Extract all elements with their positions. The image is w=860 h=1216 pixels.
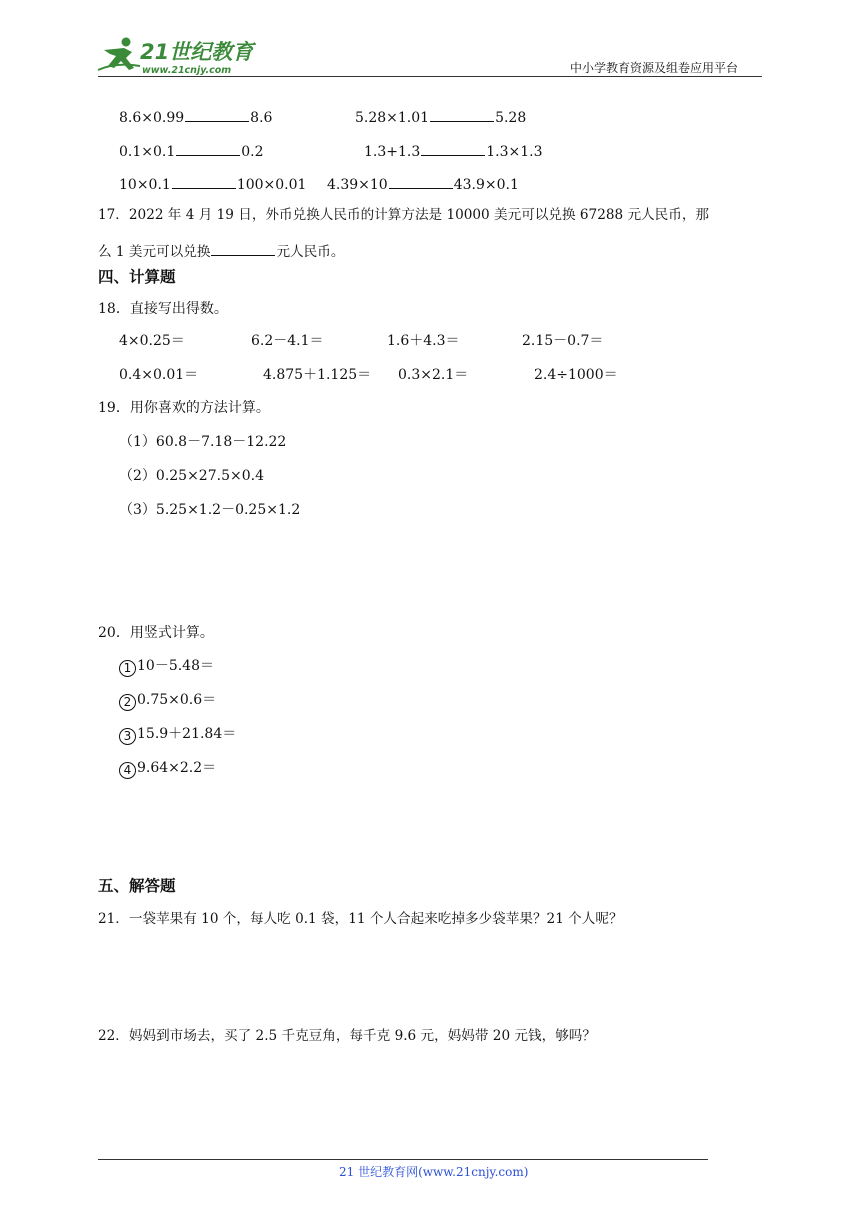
header-logo bbox=[96, 36, 266, 76]
q17-line-1: 17．2022 年 4 月 19 日，外币兑换人民币的计算方法是 10000 美元可以兑换 67288 元人民币，那 bbox=[98, 207, 710, 223]
answer-blank[interactable] bbox=[176, 143, 240, 156]
logo-main-text: 21世纪教育 bbox=[140, 40, 254, 64]
q20-item: 2 0.75×0.6＝ bbox=[119, 693, 216, 711]
runner-logo-icon bbox=[96, 36, 142, 76]
circled-number: 4 bbox=[119, 762, 136, 779]
answer-blank[interactable] bbox=[185, 109, 249, 122]
q17-line-2: 么 1 美元可以兑换 元人民币。 bbox=[98, 244, 345, 260]
q20-item: 3 15.9＋21.84＝ bbox=[119, 727, 236, 745]
q18-item: 0.3×2.1＝ bbox=[398, 367, 469, 383]
q18-item: 2.15－0.7＝ bbox=[522, 333, 604, 349]
q19-item: （1）60.8－7.18－12.22 bbox=[119, 434, 287, 450]
q18-item: 2.4÷1000＝ bbox=[534, 367, 618, 383]
answer-blank[interactable] bbox=[172, 176, 236, 189]
compare-row-1-left: 8.6×0.99 8.6 bbox=[119, 110, 273, 126]
circled-number: 3 bbox=[119, 728, 136, 745]
q18-item: 0.4×0.01＝ bbox=[119, 367, 199, 383]
q18-title: 18．直接写出得数。 bbox=[98, 301, 228, 317]
q20-item: 1 10－5.48＝ bbox=[119, 659, 214, 677]
compare-row-3-left: 10×0.1 100×0.01 bbox=[119, 177, 307, 193]
compare-row-1-right: 5.28×1.01 5.28 bbox=[355, 110, 527, 126]
q19-item: （2）0.25×27.5×0.4 bbox=[119, 468, 264, 484]
q21-text: 21．一袋苹果有 10 个，每人吃 0.1 袋，11 个人合起来吃掉多少袋苹果？21 个人呢？ bbox=[98, 911, 623, 927]
answer-blank[interactable] bbox=[421, 143, 485, 156]
q18-item: 1.6＋4.3＝ bbox=[387, 333, 460, 349]
logo-sub-text: www.21cnjy.com bbox=[142, 65, 232, 76]
answer-blank[interactable] bbox=[389, 176, 453, 189]
q18-item: 4×0.25＝ bbox=[119, 333, 185, 349]
q19-item: （3）5.25×1.2－0.25×1.2 bbox=[119, 502, 301, 518]
section-4-heading: 四、计算题 bbox=[98, 268, 176, 286]
q19-title: 19．用你喜欢的方法计算。 bbox=[98, 400, 270, 416]
q22-text: 22．妈妈到市场去，买了 2.5 千克豆角，每千克 9.6 元，妈妈带 20 元钱，够吗？ bbox=[98, 1028, 596, 1044]
answer-blank[interactable] bbox=[430, 109, 494, 122]
section-5-heading: 五、解答题 bbox=[98, 877, 176, 895]
circled-number: 1 bbox=[119, 660, 136, 677]
header-platform-text: 中小学教育资源及组卷应用平台 bbox=[570, 61, 739, 75]
compare-row-3-right: 4.39×10 43.9×0.1 bbox=[327, 177, 519, 193]
q20-title: 20．用竖式计算。 bbox=[98, 625, 214, 641]
circled-number: 2 bbox=[119, 694, 136, 711]
footer-link[interactable]: 21 世纪教育网(www.21cnjy.com) bbox=[339, 1165, 529, 1179]
q18-item: 4.875＋1.125＝ bbox=[263, 367, 372, 383]
compare-row-2-right: 1.3+1.3 1.3×1.3 bbox=[364, 144, 543, 160]
answer-blank[interactable] bbox=[211, 243, 275, 256]
q20-item: 4 9.64×2.2＝ bbox=[119, 761, 216, 779]
compare-row-2-left: 0.1×0.1 0.2 bbox=[119, 144, 264, 160]
header-divider bbox=[98, 76, 762, 77]
q18-item: 6.2－4.1＝ bbox=[251, 333, 324, 349]
footer-divider bbox=[98, 1159, 708, 1160]
